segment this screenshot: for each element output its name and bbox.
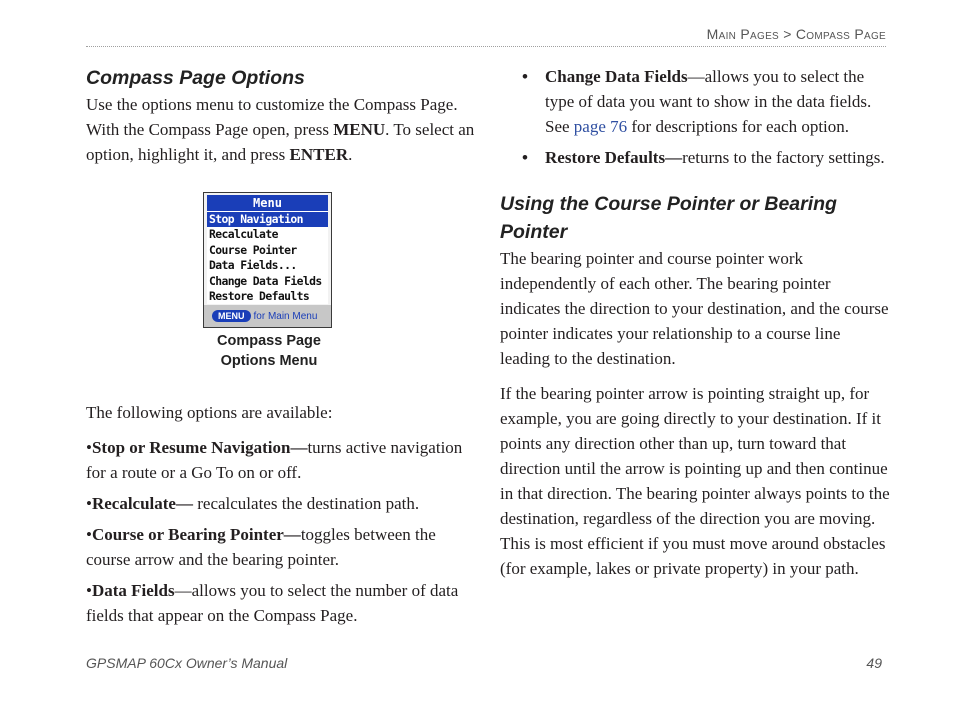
course-pointer-para-2: If the bearing pointer arrow is pointing straight up, for example, you are going directly to your destination. If it points any direction other than up, turn toward that direction until the arrow is pointing up and then continue in that direction. The bearing pointer always points to the destination, regardless of the direction you are moving. This is most efficient if you must move around obstacles (for example, lakes or private property) in your path. bbox=[500, 384, 890, 578]
menu-title: Menu bbox=[207, 195, 328, 211]
list-item bbox=[500, 145, 892, 170]
menu-hint: for Main Menu bbox=[253, 310, 318, 322]
header-separator: > bbox=[779, 26, 796, 42]
caption-line-2: Options Menu bbox=[220, 353, 318, 369]
menu-items bbox=[207, 211, 328, 304]
intro-text-c: . bbox=[348, 145, 353, 164]
bullet-icon: • bbox=[86, 494, 92, 513]
left-bullet-list bbox=[86, 435, 478, 634]
menu-key-icon: MENU bbox=[212, 310, 251, 322]
bullet-icon: • bbox=[86, 525, 92, 544]
bullet-icon: • bbox=[86, 438, 92, 457]
bullet-text: recalculates the destination path. bbox=[192, 494, 420, 513]
list-item bbox=[86, 578, 478, 628]
bullet-text-end: for descriptions for each option. bbox=[627, 117, 850, 136]
right-bullet-list bbox=[500, 64, 892, 170]
intro-text-b: . To select an option, highlight it, and press bbox=[86, 120, 475, 164]
intro-key-menu: MENU bbox=[333, 120, 386, 139]
bullet-icon: • bbox=[522, 148, 528, 167]
bullet-text: turns active navigation for a route or a Go To on or off. bbox=[86, 438, 463, 482]
bullet-text: —allows you to select the number of data fields that appear on the Compass Page. bbox=[86, 581, 459, 625]
intro-key-enter: ENTER bbox=[289, 145, 349, 164]
compass-options-heading: Compass Page Options bbox=[86, 67, 305, 89]
bullet-text: returns to the factory settings. bbox=[682, 148, 885, 167]
following-options: The following options are available: bbox=[86, 403, 333, 422]
bullet-term: Stop or Resume Navigation— bbox=[91, 438, 308, 457]
bullet-term: Data Fields bbox=[91, 581, 175, 600]
list-item bbox=[86, 522, 478, 572]
compass-options-menu-figure bbox=[203, 192, 333, 328]
course-pointer-heading: Using the Course Pointer or Bearing Pointer bbox=[500, 193, 837, 243]
menu-item-course-pointer: Course Pointer bbox=[209, 242, 297, 257]
bullet-icon: • bbox=[522, 67, 528, 86]
menu-item-recalculate: Recalculate bbox=[209, 227, 278, 242]
caption-line-1: Compass Page bbox=[217, 333, 321, 349]
device-screen bbox=[203, 192, 332, 328]
bullet-icon: • bbox=[86, 581, 92, 600]
footer-manual-title: GPSMAP 60Cx Owner’s Manual bbox=[86, 655, 288, 671]
figure-caption bbox=[198, 331, 340, 371]
compass-options-intro bbox=[86, 92, 478, 167]
bullet-text: —allows you to select the type of data you want to show in the data fields. See bbox=[545, 67, 872, 136]
bullet-term: Recalculate— bbox=[91, 494, 193, 513]
menu-item-change-data-fields: Change Data Fields bbox=[209, 273, 322, 288]
running-header bbox=[86, 26, 886, 42]
list-item bbox=[500, 64, 892, 139]
left-column bbox=[86, 64, 478, 167]
screen-footer bbox=[204, 305, 331, 327]
bullet-text: toggles between the course arrow and the bearing pointer. bbox=[86, 525, 436, 569]
right-column bbox=[500, 64, 892, 581]
bullet-term: Change Data Fields bbox=[545, 67, 688, 86]
intro-text-a: Use the options menu to customize the Compass Page. With the Compass Page open, press bbox=[86, 95, 458, 139]
course-pointer-para-1: The bearing pointer and course pointer work independently of each other. The bearing pointer indicates the direction to your destination, and the course pointer indicates your relationship to a course line leading to the destination. bbox=[500, 249, 889, 368]
page-76-link[interactable]: page 76 bbox=[573, 117, 628, 136]
footer-page-number: 49 bbox=[866, 655, 882, 671]
menu-item-data-fields: Data Fields... bbox=[209, 258, 297, 273]
header-page: Compass Page bbox=[795, 26, 886, 42]
bullet-term: Course or Bearing Pointer— bbox=[91, 525, 301, 544]
header-section: Main Pages bbox=[706, 26, 780, 42]
header-rule bbox=[86, 46, 886, 47]
list-item bbox=[86, 435, 478, 485]
menu-item-restore-defaults: Restore Defaults bbox=[209, 289, 310, 304]
bullet-term: Restore Defaults— bbox=[545, 148, 683, 167]
list-item bbox=[86, 491, 478, 516]
menu-item-stop-navigation: Stop Navigation bbox=[207, 212, 328, 227]
